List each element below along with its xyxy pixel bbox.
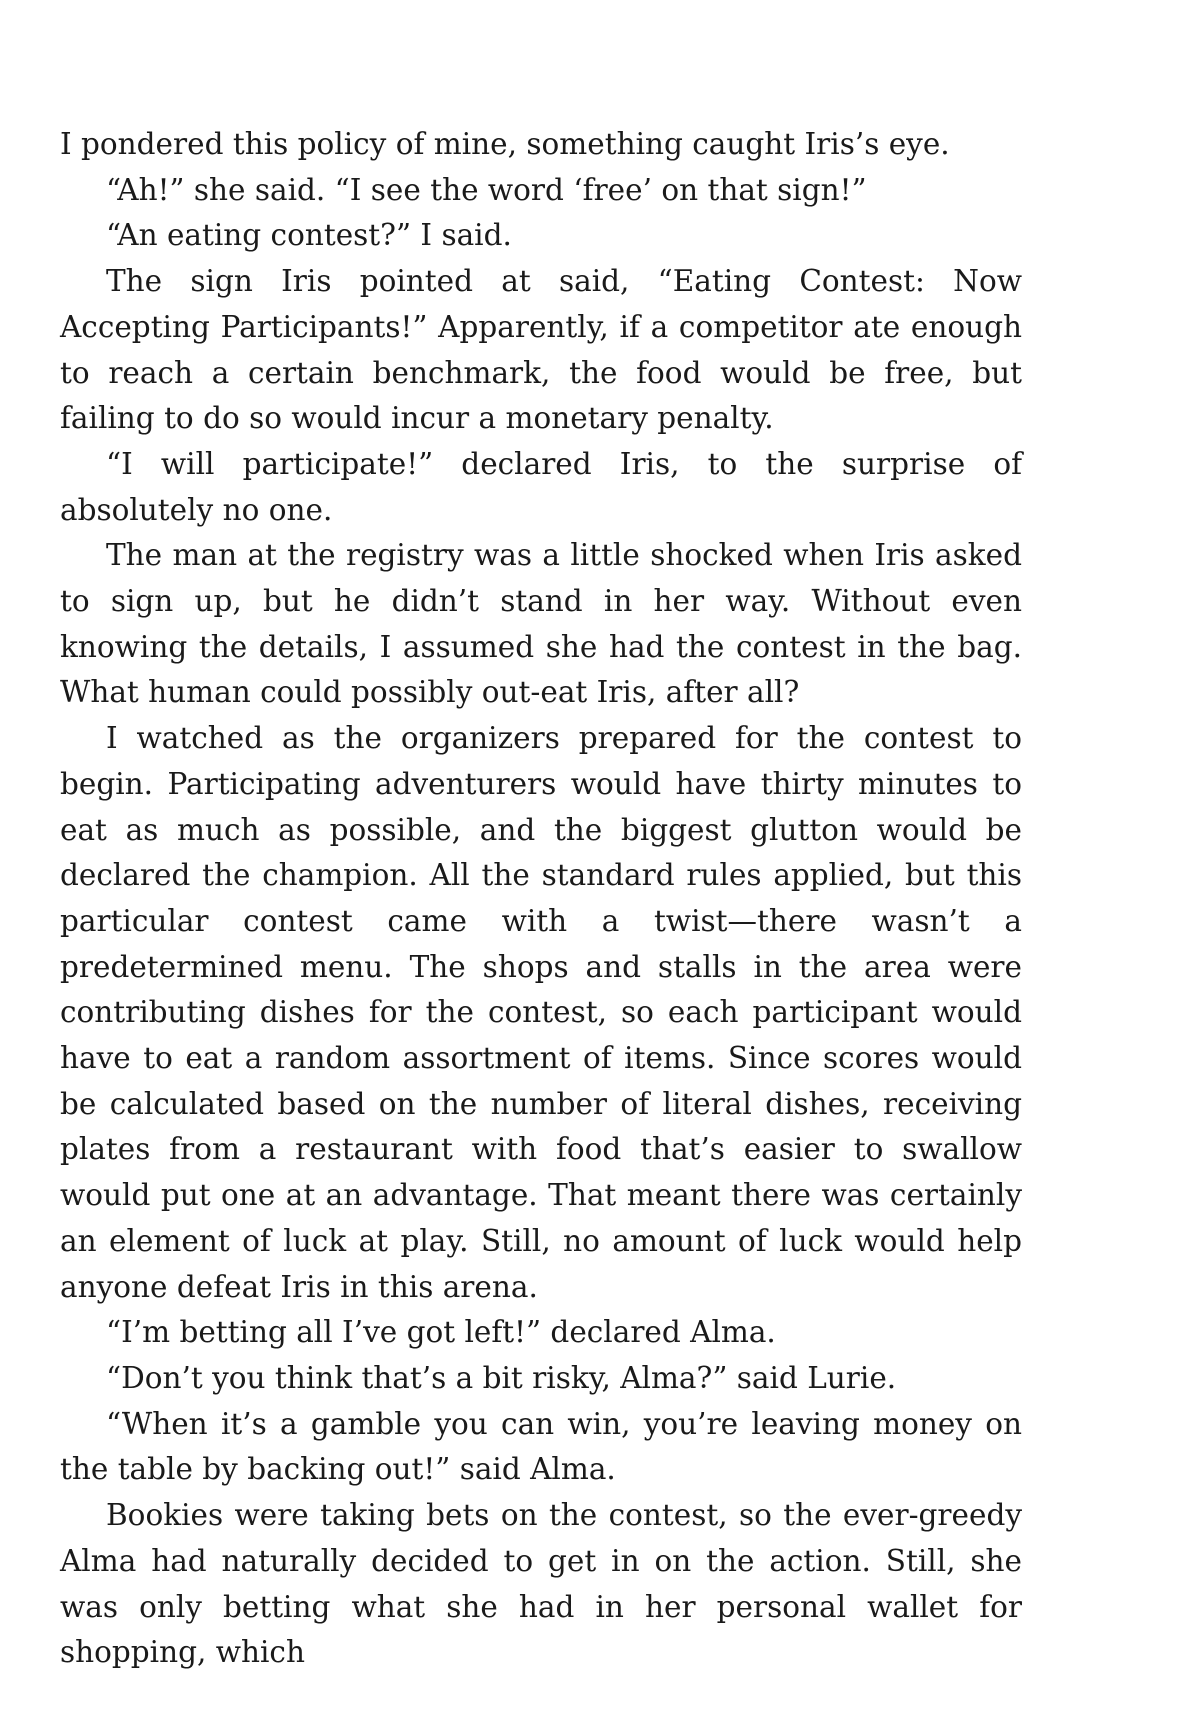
paragraph-9: “Don’t you think that’s a bit risky, Alma?” said Lurie. — [106, 1360, 897, 1395]
paragraph-6: The man at the registry was a little shocked when Iris asked to sign up, but he didn’t stand in her way. Without even knowing the details, I assumed she had the contest in the bag. What human could possibly out-eat Iris, after all? — [60, 538, 1022, 710]
paragraph-11: Bookies were taking bets on the contest, so the ever-greedy Alma had naturally decided to get in on the action. Still, she was only betting what she had in her personal wallet for shopping, which — [60, 1498, 1022, 1670]
book-page — [60, 122, 1022, 1676]
paragraph-2: “Ah!” she said. “I see the word ‘free’ on that sign!” — [106, 172, 867, 207]
paragraph-1: I pondered this policy of mine, something caught Iris’s eye. — [60, 127, 950, 161]
paragraph-8: “I’m betting all I’ve got left!” declared Alma. — [106, 1315, 776, 1350]
paragraph-10: “When it’s a gamble you can win, you’re leaving money on the table by backing out!” said Alma. — [60, 1406, 1022, 1487]
paragraph-7: I watched as the organizers prepared for the contest to begin. Participating adventurers would have thirty minutes to eat as much as possible, and the biggest glutton would be declared the champion. All the standard rules applied, but this particular contest came with a twist—there wasn’t a predetermined menu. The shops and stalls in the area were contributing dishes for the contest, so each participant would have to eat a random assortment of items. Since scores would be calculated based on the number of literal dishes, receiving plates from a restaurant with food that’s easier to swallow would put one at an advantage. That meant there was certainly an element of luck at play. Still, no amount of luck would help anyone defeat Iris in this arena. — [60, 721, 1022, 1304]
paragraph-4: The sign Iris pointed at said, “Eating Contest: Now Accepting Participants!” Apparently, if a competitor ate enough to reach a certain benchmark, the food would be free, but failing to do so would incur a monetary penalty. — [60, 264, 1022, 436]
paragraph-3: “An eating contest?” I said. — [106, 218, 512, 253]
paragraph-5: “I will participate!” declared Iris, to the surprise of absolutely no one. — [60, 446, 1022, 527]
